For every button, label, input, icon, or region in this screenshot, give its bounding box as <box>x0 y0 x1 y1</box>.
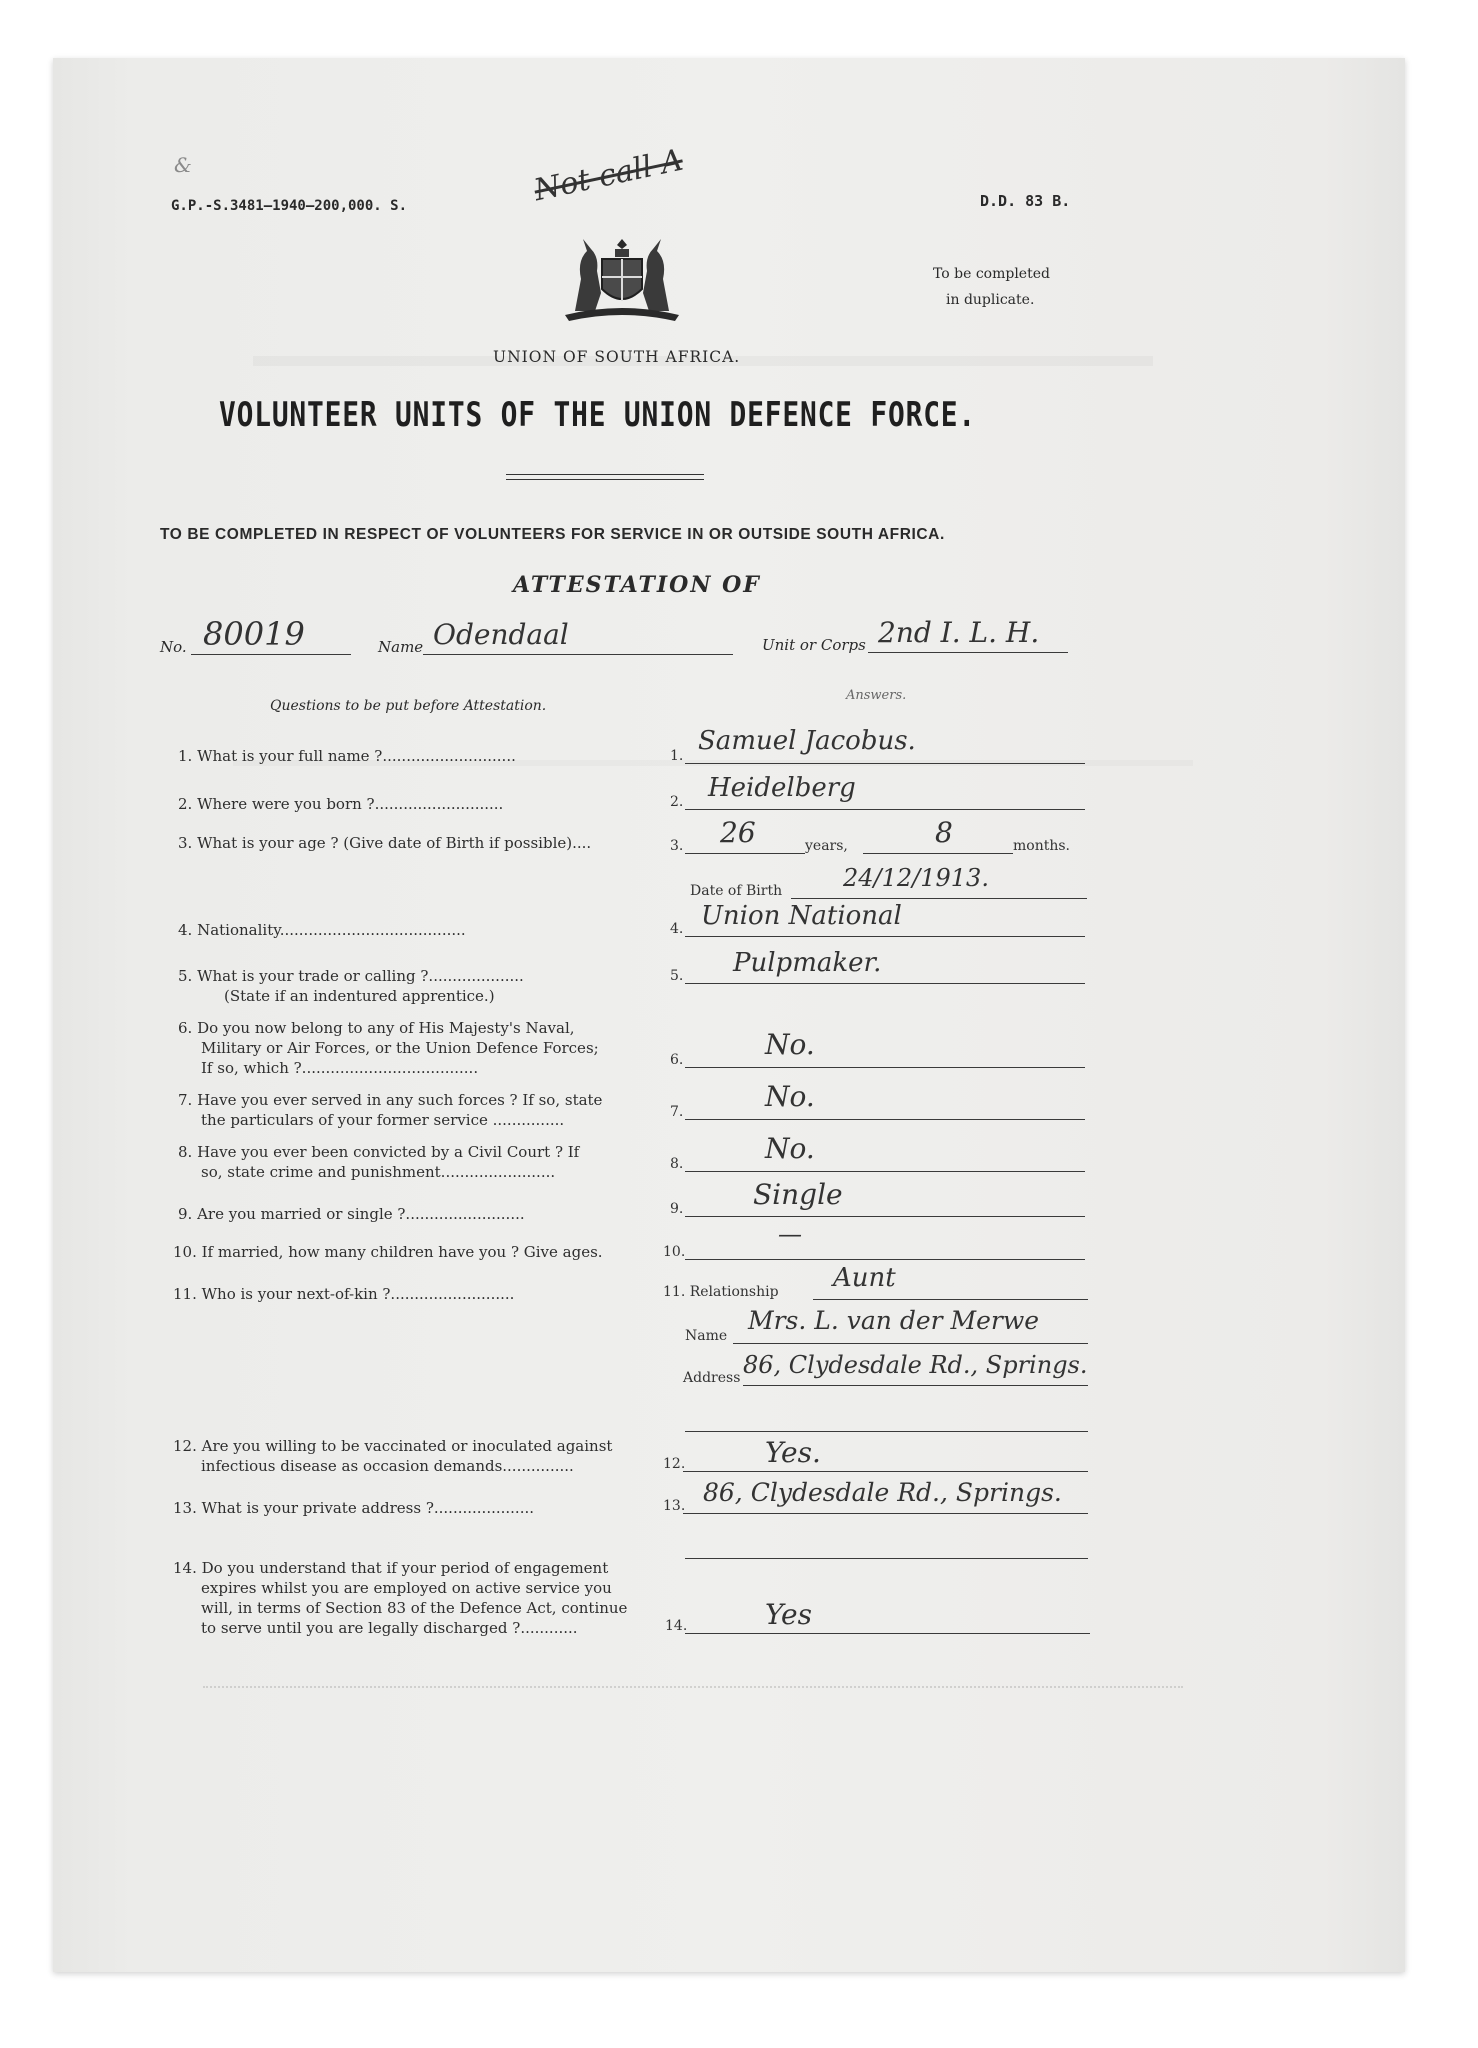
answer-10-dash: — <box>778 1220 802 1248</box>
answer-1-full-name: Samuel Jacobus. <box>698 726 916 756</box>
kin-address-line-2 <box>685 1431 1088 1432</box>
question-9: 9. Are you married or single ?......................... <box>178 1205 525 1223</box>
questions-heading: Questions to be put before Attestation. <box>270 698 547 714</box>
answer-9-line <box>685 1216 1085 1217</box>
surname: Odendaal <box>433 618 569 651</box>
answer-6-number: 6. <box>670 1052 684 1068</box>
answer-11-kin-address: 86, Clydesdale Rd., Springs. <box>743 1351 1088 1379</box>
answer-2-number: 2. <box>670 794 684 810</box>
answer-12-line <box>683 1471 1088 1472</box>
unit-line <box>868 652 1068 653</box>
answer-1-number: 1. <box>670 748 684 764</box>
question-2: 2. Where were you born ?........................... <box>178 795 504 813</box>
answer-8: No. <box>765 1132 815 1165</box>
kin-address-line <box>743 1385 1088 1386</box>
question-11: 11. Who is your next-of-kin ?.......................... <box>173 1285 515 1303</box>
dob-line <box>791 898 1087 899</box>
dob-label: Date of Birth <box>690 883 783 899</box>
relationship-line <box>813 1299 1088 1300</box>
attestation-heading: ATTESTATION OF <box>513 572 761 598</box>
service-number: 80019 <box>203 615 305 653</box>
completion-note-line1: To be completed <box>933 266 1050 282</box>
answer-7: No. <box>765 1080 815 1113</box>
answer-3-years: 26 <box>720 816 756 849</box>
answer-10-number: 10. <box>663 1244 686 1260</box>
answer-7-line <box>685 1119 1085 1120</box>
answer-8-number: 8. <box>670 1156 684 1172</box>
form-code: G.P.-S.3481—1940—200,000. S. <box>171 198 408 214</box>
question-14-line4: to serve until you are legally discharged ?............ <box>201 1619 578 1637</box>
form-title: VOLUNTEER UNITS OF THE UNION DEFENCE FORCE. <box>219 395 977 435</box>
answer-9-marital-status: Single <box>753 1178 843 1211</box>
answer-13-number: 13. <box>663 1498 686 1514</box>
answer-12-number: 12. <box>663 1456 686 1472</box>
question-7-line2: the particulars of your former service ............... <box>201 1111 565 1129</box>
question-13: 13. What is your private address ?..................... <box>173 1499 534 1517</box>
answer-7-number: 7. <box>670 1104 684 1120</box>
answer-5-trade: Pulpmaker. <box>733 948 882 978</box>
answer-11-relationship: Aunt <box>833 1263 896 1293</box>
question-6-line1: 6. Do you now belong to any of His Majesty's Naval, <box>178 1019 575 1037</box>
question-12-line2: infectious disease as occasion demands............... <box>201 1457 574 1475</box>
name-line <box>423 654 733 655</box>
question-8-line1: 8. Have you ever been convicted by a Civil Court ? If <box>178 1143 580 1161</box>
question-5-note: (State if an indentured apprentice.) <box>224 987 495 1005</box>
attestation-form-sheet <box>53 58 1405 1972</box>
title-rule <box>506 479 704 480</box>
answer-14: Yes <box>765 1598 812 1631</box>
form-subtitle: TO BE COMPLETED IN RESPECT OF VOLUNTEERS FOR SERVICE IN OR OUTSIDE SOUTH AFRICA. <box>160 526 945 543</box>
answer-2-line <box>685 809 1085 810</box>
kin-name-line <box>733 1343 1088 1344</box>
answer-14-line <box>685 1633 1090 1634</box>
question-8-line2: so, state crime and punishment........................ <box>201 1163 556 1181</box>
question-4: 4. Nationality....................................... <box>178 921 466 939</box>
answer-5-line <box>685 983 1085 984</box>
answer-9-number: 9. <box>670 1201 684 1217</box>
pencil-mark: & <box>174 153 192 177</box>
question-14-line1: 14. Do you understand that if your period of engagement <box>173 1559 609 1577</box>
name-label: Name <box>378 638 424 656</box>
months-label: months. <box>1013 838 1070 854</box>
kin-name-label: Name <box>685 1328 728 1344</box>
answer-6: No. <box>765 1028 815 1061</box>
show-through-bottom <box>203 1686 1183 1688</box>
question-6-line2: Military or Air Forces, or the Union Defence Forces; <box>201 1039 599 1057</box>
answers-heading: Answers. <box>846 688 907 703</box>
question-14-line2: expires whilst you are employed on active service you <box>201 1579 612 1597</box>
answer-12: Yes. <box>765 1436 821 1469</box>
relationship-label: 11. Relationship <box>663 1284 779 1300</box>
years-label: years, <box>805 838 848 854</box>
unit-value: 2nd I. L. H. <box>878 616 1040 649</box>
answer-11-kin-name: Mrs. L. van der Merwe <box>748 1306 1040 1335</box>
country-heading: UNION OF SOUTH AFRICA. <box>493 348 741 366</box>
question-3: 3. What is your age ? (Give date of Birth if possible).... <box>178 834 592 852</box>
answer-3-months: 8 <box>935 816 953 849</box>
question-5: 5. What is your trade or calling ?.................... <box>178 967 524 985</box>
answer-13-line-2 <box>685 1558 1088 1559</box>
question-1: 1. What is your full name ?............................ <box>178 747 516 765</box>
answer-6-line <box>685 1067 1085 1068</box>
answer-14-number: 14. <box>665 1618 688 1634</box>
kin-address-label: Address <box>683 1370 741 1386</box>
no-line <box>191 654 351 655</box>
answer-13-address: 86, Clydesdale Rd., Springs. <box>703 1478 1062 1507</box>
answer-3-dob: 24/12/1913. <box>843 864 989 892</box>
answer-4-nationality: Union National <box>701 901 902 931</box>
answer-4-line <box>685 936 1085 937</box>
coat-of-arms-emblem <box>555 231 689 321</box>
answer-4-number: 4. <box>670 921 684 937</box>
question-12-line1: 12. Are you willing to be vaccinated or inoculated against <box>173 1437 613 1455</box>
title-rule <box>506 474 704 475</box>
form-number: D.D. 83 B. <box>980 192 1071 210</box>
answer-3-number: 3. <box>670 838 684 854</box>
no-label: No. <box>160 638 187 656</box>
answer-2-birthplace: Heidelberg <box>708 773 856 803</box>
answer-1-line <box>685 763 1085 764</box>
question-14-line3: will, in terms of Section 83 of the Defence Act, continue <box>201 1599 628 1617</box>
question-10: 10. If married, how many children have you ? Give ages. <box>173 1243 603 1261</box>
crossed-out-note: Not call A <box>531 142 686 209</box>
answer-8-line <box>685 1171 1085 1172</box>
answer-10-line <box>685 1259 1085 1260</box>
unit-label: Unit or Corps <box>762 636 866 654</box>
answer-5-number: 5. <box>670 968 684 984</box>
question-7-line1: 7. Have you ever served in any such forces ? If so, state <box>178 1091 603 1109</box>
answer-3-years-line <box>685 853 805 854</box>
answer-3-months-line <box>863 853 1013 854</box>
question-6-line3: If so, which ?..................................... <box>201 1059 479 1077</box>
answer-13-line <box>683 1513 1088 1514</box>
completion-note-line2: in duplicate. <box>946 292 1035 308</box>
